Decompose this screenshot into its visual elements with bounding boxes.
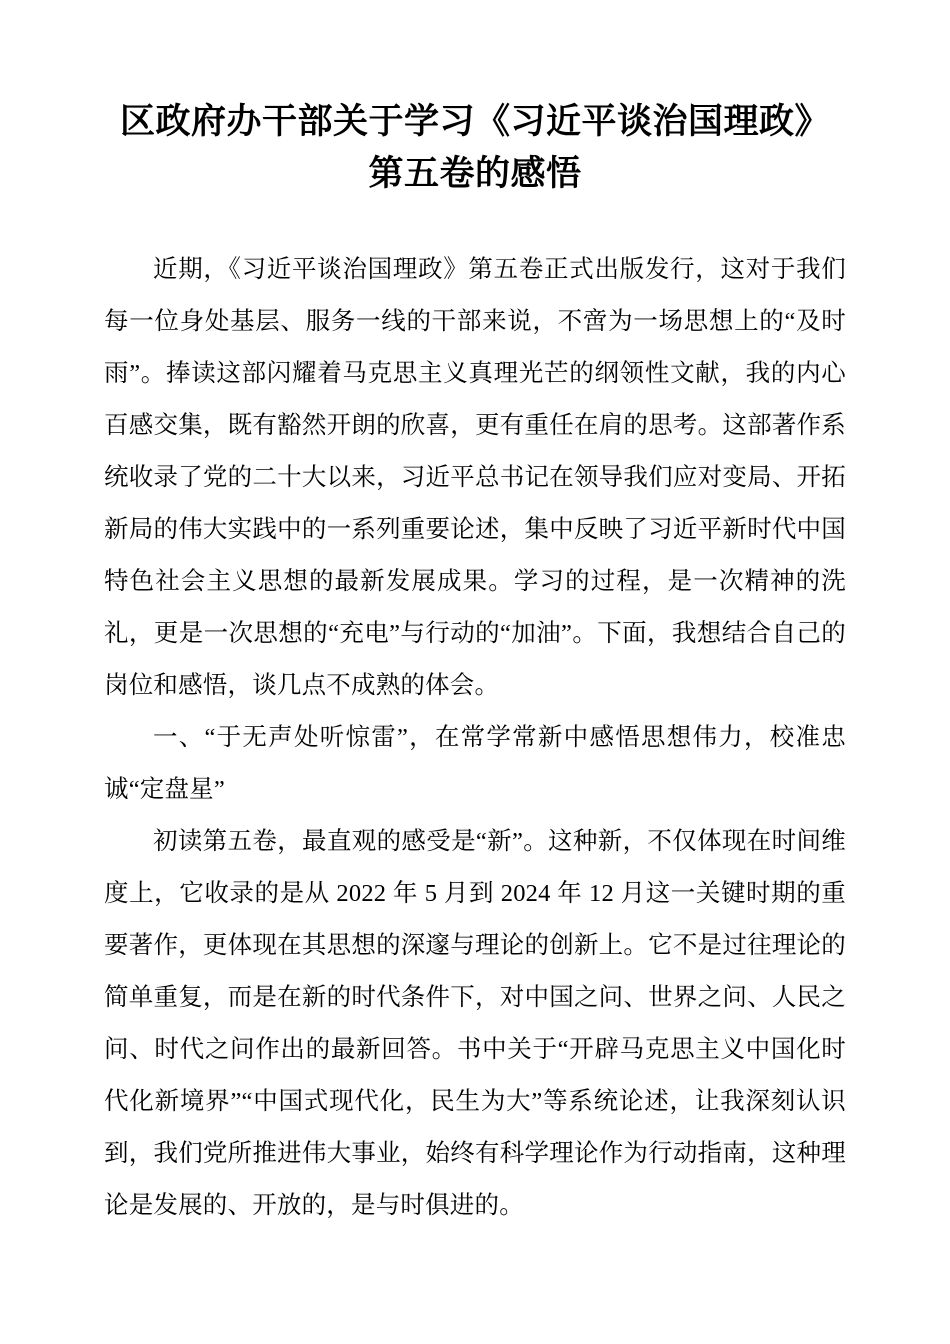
paragraph: 初读第五卷，最直观的感受是“新”。这种新，不仅体现在时间维度上，它收录的是从 2022 年 5 月到 2024 年 12 月这一关键时期的重要著作，更体现在其思想的深邃与理论的创新上。它不是过往理论的简单重复，而是在新的时代条件下，对中国之问、世界之问、人民之问、时代之问作出的最新回答。书中关于“开辟马克思主义中国化时代化新境界”“中国式现代化，民生为大”等系统论述，让我深刻认识到，我们党所推进伟大事业，始终有科学理论作为行动指南，这种理论是发展的、开放的，是与时俱进的。 xyxy=(104,828,846,1219)
page-title: 区政府办干部关于学习《习近平谈治国理政》第五卷的感悟 xyxy=(119,102,830,194)
paragraph: 近期，《习近平谈治国理政》第五卷正式出版发行，这对于我们每一位身处基层、服务一线的干部来说，不啻为一场思想上的“及时雨”。捧读这部闪耀着马克思主义真理光芒的纲领性文献，我的内心百感交集，既有豁然开朗的欣喜，更有重任在肩的思考。这部著作系统收录了党的二十大以来，习近平总书记在领导我们应对变局、开拓新局的伟大实践中的一系列重要论述，集中反映了习近平新时代中国特色社会主义思想的最新发展成果。学习的过程，是一次精神的洗礼，更是一次思想的“充电”与行动的“加油”。下面，我想结合自己的岗位和感悟，谈几点不成熟的体会。 xyxy=(104,256,846,699)
paragraph-heading: 一、“于无声处听惊雷”，在常学常新中感悟思想伟力，校准忠诚“定盘星” xyxy=(104,724,846,803)
document-body xyxy=(104,244,846,1232)
